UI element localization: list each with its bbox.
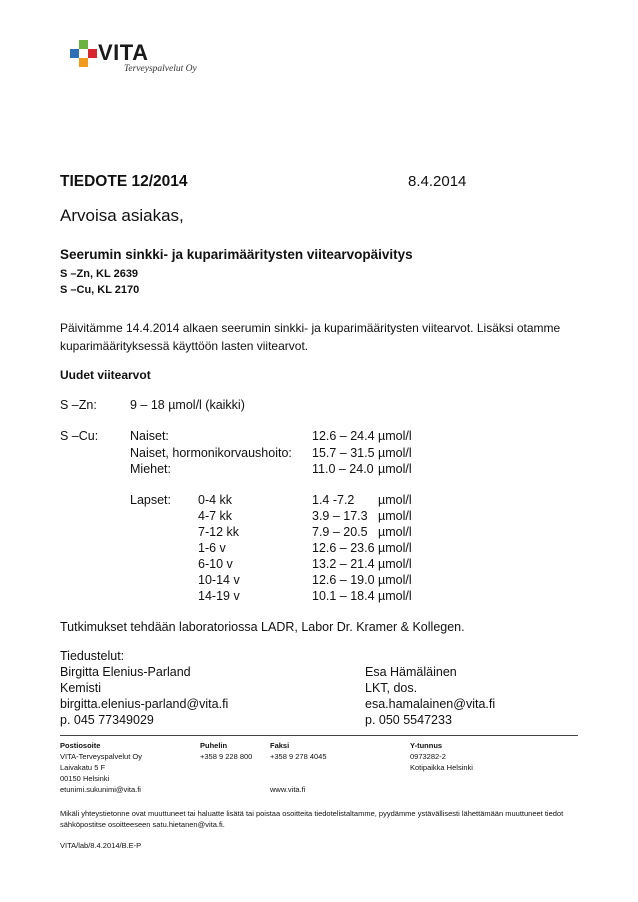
cu-child-age: 6-10 v: [198, 557, 233, 571]
footer-address-line: Laivakatu 5 F: [60, 763, 106, 772]
footer-phone-label: Puhelin: [200, 741, 228, 750]
contact-left-role: Kemisti: [60, 681, 101, 695]
cu-child-range: 12.6 – 23.6: [312, 541, 375, 555]
cu-adult-range: 15.7 – 31.5: [312, 446, 375, 460]
footer-ytunnus-label: Y-tunnus: [410, 741, 443, 750]
footer-divider: [60, 735, 578, 736]
subject-code-cu: S –Cu, KL 2170: [60, 284, 140, 296]
subject-code-zn: S –Zn, KL 2639: [60, 268, 139, 280]
cu-adult-range: 12.6 – 24.4: [312, 429, 375, 443]
cu-adult-group: Miehet:: [130, 462, 171, 476]
cu-adult-group: Naiset:: [130, 429, 169, 443]
contact-right-role: LKT, dos.: [365, 681, 418, 695]
zn-value: 9 – 18 µmol/l (kaikki): [130, 398, 245, 412]
cu-child-age: 0-4 kk: [198, 493, 233, 507]
cu-child-range: 13.2 – 21.4: [312, 557, 375, 571]
logo-wordmark: VITA: [98, 40, 149, 65]
cu-label: S –Cu:: [60, 429, 99, 443]
footer-reference: VITA/lab/8.4.2014/B.E-P: [60, 841, 142, 850]
subject-title: Seerumin sinkki- ja kuparimääritysten viitearvopäivitys: [60, 247, 413, 262]
cu-child-range: 1.4 -7.2: [312, 493, 355, 507]
cu-child-unit: µmol/l: [378, 557, 412, 571]
footer-fax: +358 9 278 4045: [270, 752, 327, 761]
cu-child-range: 12.6 – 19.0: [312, 573, 375, 587]
footer-web: www.vita.fi: [270, 785, 306, 794]
cu-child-unit: µmol/l: [378, 589, 412, 603]
contact-left-phone: p. 045 77349029: [60, 713, 154, 727]
footer-address-line: VITA-Terveyspalvelut Oy: [60, 752, 142, 761]
cu-child-unit: µmol/l: [378, 541, 412, 555]
footer-fax-label: Faksi: [270, 741, 290, 750]
contact-right-name: Esa Hämäläinen: [365, 665, 457, 679]
cu-child-range: 10.1 – 18.4: [312, 589, 375, 603]
footer-ytunnus: 0973282-2: [410, 752, 446, 761]
footer-address-line: etunimi.sukunimi@vita.fi: [60, 785, 141, 794]
footer-address-line: 00150 Helsinki: [60, 774, 110, 783]
lab-note: Tutkimukset tehdään laboratoriossa LADR, Labor Dr. Kramer & Kollegen.: [60, 620, 465, 634]
bulletin-date: 8.4.2014: [408, 173, 467, 190]
contact-right-phone: p. 050 5547233: [365, 713, 452, 727]
cu-child-unit: µmol/l: [378, 509, 412, 523]
cu-child-unit: µmol/l: [378, 573, 412, 587]
cu-children-label: Lapset:: [130, 493, 172, 507]
footer-notice: Mikäli yhteystietonne ovat muuttuneet tai haluatte lisätä tai poistaa osoitteita tiedotelistaltamme, pyydämme ystävällisesti lähettämään muuttuneet tiedot sähköpostitse osoitteeseen satu.hietanen@vita.fi.: [60, 809, 564, 829]
footer-phone: +358 9 228 800: [200, 752, 253, 761]
cu-child-unit: µmol/l: [378, 525, 412, 539]
section-heading: Uudet viitearvot: [60, 368, 151, 382]
cu-child-unit: µmol/l: [378, 493, 412, 507]
cu-child-age: 10-14 v: [198, 573, 240, 587]
logo-subtitle: Terveyspalvelut Oy: [124, 64, 197, 74]
cu-child-range: 3.9 – 17.3: [312, 509, 368, 523]
contact-right-email: esa.hamalainen@vita.fi: [365, 697, 496, 711]
vita-logo: [70, 38, 200, 78]
zn-label: S –Zn:: [60, 398, 97, 412]
cu-adult-group: Naiset, hormonikorvaushoito:: [130, 446, 292, 460]
contact-left-email: birgitta.elenius-parland@vita.fi: [60, 697, 229, 711]
cu-child-age: 7-12 kk: [198, 525, 239, 539]
cu-adult-unit: µmol/l: [378, 462, 412, 476]
intro-paragraph: Päivitämme 14.4.2014 alkaen seerumin sinkki- ja kuparimääritysten viitearvot. Lisäksi otamme kuparimäärityksessä käyttöön lasten viitearvot.: [60, 321, 561, 353]
footer-address-label: Postiosoite: [60, 741, 101, 750]
bulletin-title: TIEDOTE 12/2014: [60, 173, 188, 190]
cu-child-age: 1-6 v: [198, 541, 226, 555]
contacts-label: Tiedustelut:: [60, 649, 125, 663]
cu-child-range: 7.9 – 20.5: [312, 525, 368, 539]
footer-domicile: Kotipaikka Helsinki: [410, 763, 473, 772]
vita-cross-icon: [70, 40, 98, 68]
cu-adult-unit: µmol/l: [378, 429, 412, 443]
greeting: Arvoisa asiakas,: [60, 206, 184, 225]
cu-adult-range: 11.0 – 24.0: [312, 462, 374, 476]
contact-left-name: Birgitta Elenius-Parland: [60, 665, 191, 679]
cu-child-age: 4-7 kk: [198, 509, 233, 523]
cu-adult-unit: µmol/l: [378, 446, 412, 460]
cu-child-age: 14-19 v: [198, 589, 240, 603]
